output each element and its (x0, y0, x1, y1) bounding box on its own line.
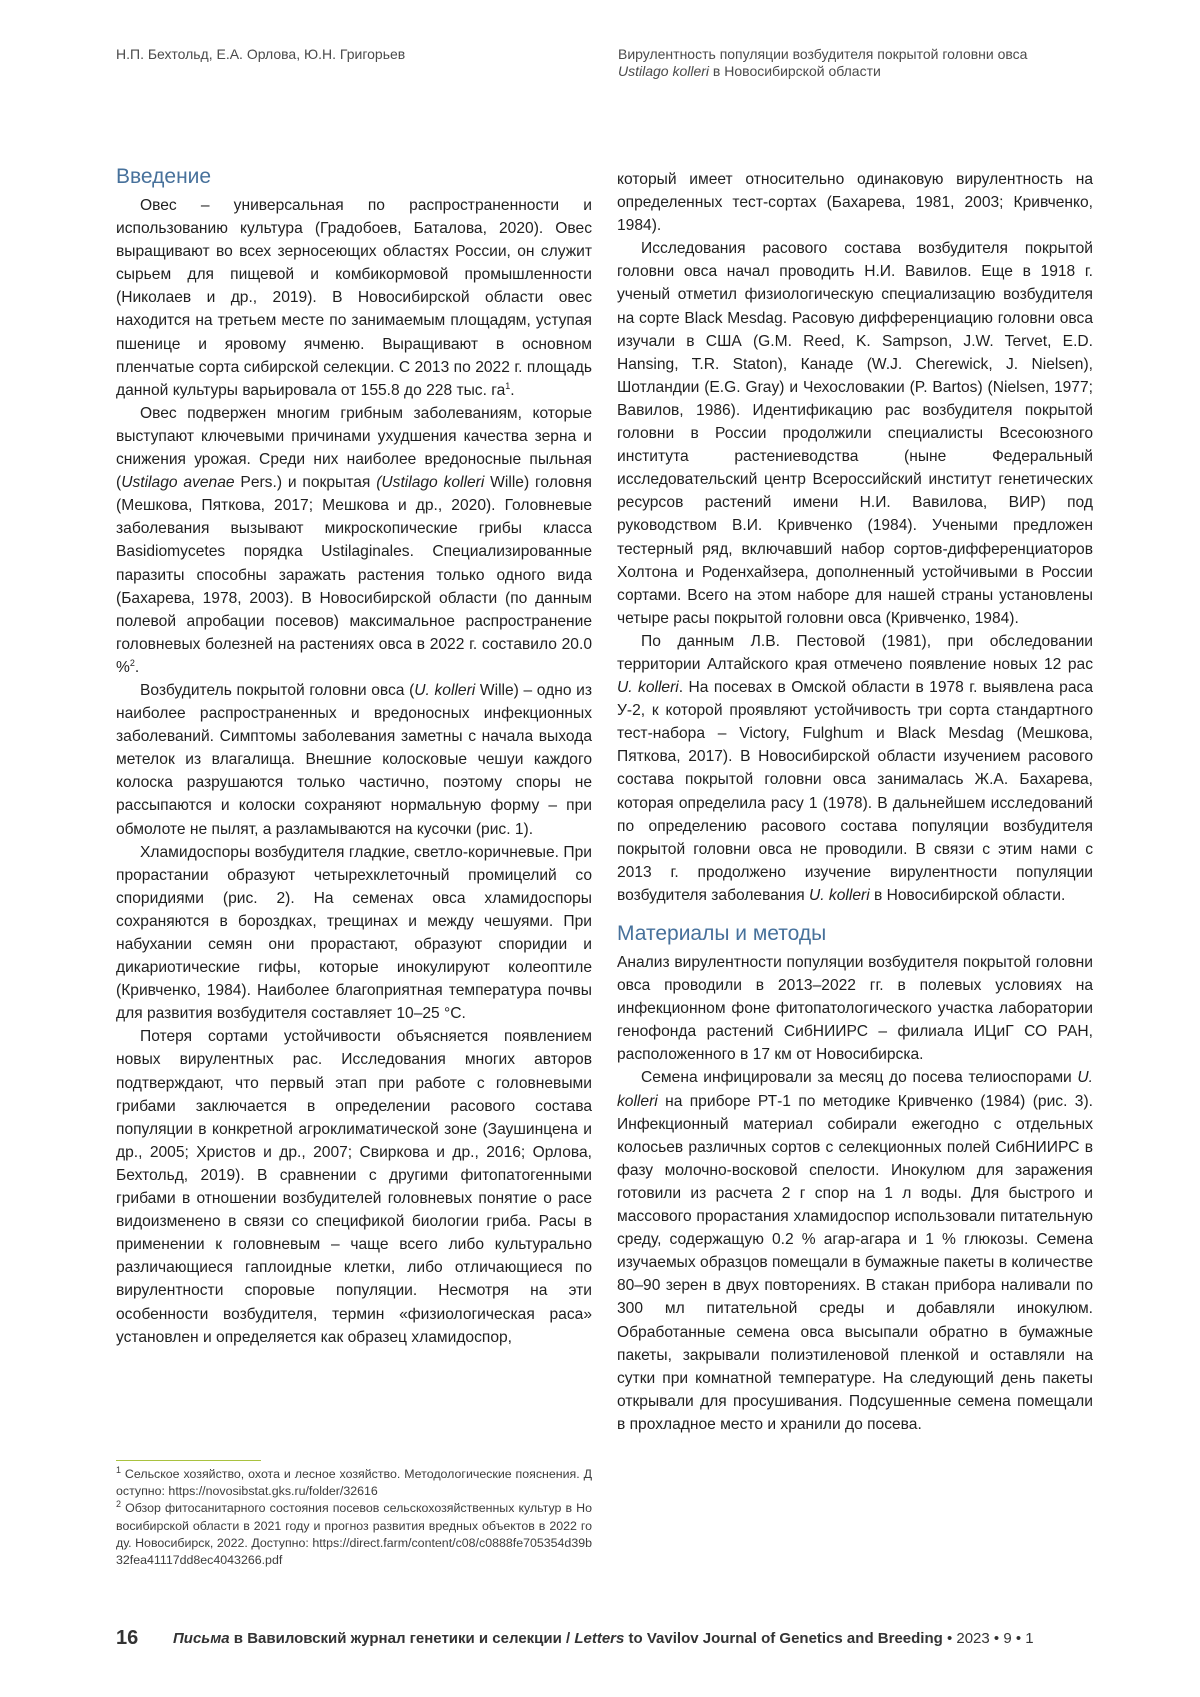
footnote-divider (116, 1460, 261, 1461)
running-header-authors: Н.П. Бехтольд, Е.А. Орлова, Ю.Н. Григорьев (116, 46, 406, 62)
paragraph: который имеет относительно одинаковую вирулентность на определенных тест-сортах (Бахарева, 1981, 2003; Кривченко, 1984). (617, 171, 1093, 235)
section-heading-methods: Материалы и методы (617, 922, 827, 945)
paragraph-text: Wille) головня (Мешкова, Пяткова, 2017; Мешкова и др., 2020). Головневые заболевания вызывают микроскопические грибы класса Basidiomycetes порядка Ustilaginales. Специализированные паразиты способны заражать растения только одного вида (Бахарева, 1978, 2003). В Новосибирской области (по данным полевой апробации посевов) максимальное распространение головневых болезней на растениях овса в 2022 г. составило 20.0 % (116, 474, 592, 676)
page-number: 16 (116, 1627, 139, 1649)
footnote-number: 2 (116, 1499, 122, 1510)
paragraph-text: По данным Л.В. Пестовой (1981), при обследовании территории Алтайского края отмечено появление новых 12 рас (617, 632, 1093, 673)
paragraph-text: Wille) – одно из наиболее распространенных и вредоносных инфекционных заболеваний. Симптомы заболевания заметны с начала выхода метелок из влагалища. Внешние колосковые чешуи каждого колоска разрушаются только частично, поэтому споры не рассыпаются и колоски сохраняют нормальную форму – при обмолоте не пылят, а разламываются на кусочки (рис. 1). (116, 681, 593, 838)
paragraph (617, 1066, 1093, 1436)
species-name: U. kolleri (809, 886, 870, 904)
species-name: U. kolleri (414, 681, 476, 699)
footnote-text: Обзор фитосанитарного состояния посевов сельскохозяйственных культур в Новосибирской области в 2021 году и прогноз развития вредных объектов в 2022 году. Новосибирск, 2022. Доступно: https://direct.farm/content/c08/c0888fe705354d39b32fea41117dd8ec4043266.pdf (116, 1501, 592, 1568)
paragraph: Анализ вирулентности популяции возбудителя покрытой головни овса проводили в 2013–2022 гг. в полевых условиях на инфекционном фоне фитопатологического участка лаборатории генофонда растений СибНИИРС – филиала ИЦиГ СО РАН, расположенного в 17 км от Новосибирска. (617, 954, 1093, 1064)
journal-title (173, 1630, 1034, 1647)
paragraph: Исследования расового состава возбудителя покрытой головни овса начал проводить Н.И. Вавилов. Еще в 1918 г. ученый отметил физиологическую специализацию возбудителя на сорте Black Mesdag. Расовую дифференциацию головни овса изучали в США (G.M. Reed, K. Sampson, J.W. Tervet, E.D. Hansing, T.R. Staton), Канаде (W.J. Cherewick, J. Nielsen), Шотландии (E.G. Gray) и Чехословакии (P. Bartos) (Nielsen, 1977; Вавилов, 1986). Идентификацию рас возбудителя покрытой головни в России продолжили специалисты Всесоюзного института растениеводства (ныне Федеральный исследовательский центр Всероссийский институт генетических ресурсов растений имени Н.И. Вавилова, ВИР) под руководством В.И. Кривченко (1984). Учеными предложен тестерный ряд, включавший набор сортов-дифференциаторов Холтона и Роденхайзера, дополненный устойчивыми в России сортами. Всего на этом наборе для нашей страны установлены четыре расы покрытой головни овса (Кривченко, 1984). (617, 240, 1093, 627)
paragraph (116, 679, 592, 841)
paragraph-text: . На посевах в Омской области в 1978 г. выявлена раса У-2, к которой проявляют устойчивость три сорта стандартного тест-набора – Victory, Fulghum и Black Mesdag (Мешкова, Пяткова, 2017). В Новосибирской области изучением расового состава покрытой головни овса занималась Ж.А. Бахарева, которая определила расу 1 (1978). В дальнейшем исследований по определению расового состава популяции возбудителя покрытой головни овса не проводили. В связи с этим нами с 2013 г. продолжено изучение вирулентности популяции возбудителя заболевания (617, 679, 1094, 904)
footnote-ref-1[interactable]: 1 (505, 380, 511, 391)
journal-title-en-italic: Letters (574, 1630, 625, 1647)
journal-title-ru-italic: Письма (173, 1630, 230, 1647)
right-column (617, 168, 1093, 1436)
paragraph (116, 194, 592, 402)
paragraph (116, 402, 592, 679)
paragraph-text: в Новосибирской области. (869, 886, 1066, 904)
species-name: Ustilago kolleri (618, 63, 710, 79)
running-header-title-line1: Вирулентность популяции возбудителя покрытой головни овса (618, 46, 1028, 62)
species-name: U. kolleri (617, 1069, 1093, 1110)
paragraph: Хламидоспоры возбудителя гладкие, светло-коричневые. При прорастании образуют четырехклеточный промицелий со споридиями (рис. 2). На семенах овса хламидоспоры сохраняются в бороздках, трещинах и между чешуями. При набухании семян они прорастают, образуют споридии и дикариотические гифы, которые инокулируют колеоптиле (Кривченко, 1984). Наиболее благоприятная температура почвы для развития возбудителя составляет 10–25 °С. (116, 843, 592, 1023)
running-header-title-line2 (618, 63, 1118, 80)
species-name: U. kolleri (617, 679, 679, 697)
footnote-number: 1 (116, 1464, 122, 1475)
paragraph-text: Семена инфицировали за месяц до посева телиоспорами (641, 1069, 1078, 1087)
paragraph-text: Овес подвержен многим грибным заболеваниям, которые выступают ключевыми причинами ухудшения качества зерна и снижения урожая. Среди них наиболее вредоносные пыльная ( (116, 404, 592, 492)
section-heading-introduction: Введение (116, 165, 212, 188)
paragraph (617, 630, 1093, 907)
footnotes (116, 1466, 592, 1569)
paragraph-end: . (134, 658, 140, 676)
paragraph-end: . (510, 381, 515, 399)
paragraph: Потеря сортами устойчивости объясняется появлением новых вирулентных рас. Исследования многих авторов подтверждают, что первый этап при работе с головневыми грибами заключается в определении расового состава популяции в конкретной агроклиматической зоне (Заушинцена и др., 2005; Христов и др., 2007; Свиркова и др., 2016; Орлова, Бехтольд, 2019). В сравнении с другими фитопатогенными грибами в отношении возбудителей головневых понятие о расе видоизменено в связи со спецификой биологии гриба. Расы в применении к головневым – чаще всего либо культурально различающиеся гаплоидные клетки, либо отличающиеся по вирулентности споровые популяции. Несмотря на эти особенности возбудителя, термин «физиологическая раса» установлен и определяется как образец хламидоспор, (116, 1028, 592, 1346)
species-name: Ustilago avenae (121, 474, 235, 492)
journal-title-ru: в Вавиловский журнал генетики и селекции / (229, 1630, 575, 1647)
journal-issue: • 2023 • 9 • 1 (942, 1630, 1034, 1647)
footnote-ref-2[interactable]: 2 (129, 657, 135, 668)
journal-title-en: to Vavilov Journal of Genetics and Breeding (624, 1630, 943, 1647)
paragraph-text: Pers.) и покрытая (234, 474, 377, 492)
footnote-1 (116, 1466, 592, 1500)
species-name: (Ustilago kolleri (376, 474, 485, 492)
paragraph-text: Возбудитель покрытой головни овса ( (140, 681, 415, 699)
running-header-region: в Новосибирской области (709, 63, 881, 79)
paragraph-text: на приборе РТ-1 по методике Кривченко (1984) (рис. 3). Инфекционный материал собирали ежегодно с отдельных колосьев различных сортов с селекционных полей СибНИИРС в фазу молочно-восковой спелости. Инокулюм для заражения готовили из расчета 2 г спор на 1 л воды. Для быстрого и массового прорастания хламидоспор использовали питательную среду, содержащую 0.2 % агар-агара и 1 % глюкозы. Семена изучаемых образцов помещали в бумажные пакеты в количестве 80–90 зерен в двух повторениях. В стакан прибора наливали по 300 мл питательной среды и добавляли инокулюм. Обработанные семена овса высыпали обратно в бумажные пакеты, закрывали полиэтиленовой пленкой и оставляли на сутки при комнатной температуре. На следующий день пакеты открывали для просушивания. Подсушенные семена помещали в прохладное место и хранили до посева. (617, 1092, 1093, 1433)
footnote-2 (116, 1500, 592, 1569)
footnote-text: Сельское хозяйство, охота и лесное хозяйство. Методологические пояснения. Доступно: https://novosibstat.gks.ru/folder/32616 (116, 1467, 592, 1499)
paragraph-text: Овес – универсальная по распространенности и использованию культура (Градобоев, Баталова, 2020). Овес выращивают во всех зерносеющих областях России, он служит сырьем для пищевой и комбикормовой промышленности (Николаев и др., 2019). В Новосибирской области овес находится на третьем месте по занимаемым площадям, уступая пшенице и яровому ячменю. Выращивают в основном пленчатые сорта сибирской селекции. С 2013 по 2022 г. площадь данной культуры варьировала от 155.8 до 228 тыс. га (116, 197, 592, 399)
running-header-title (618, 46, 1118, 80)
left-column (116, 164, 592, 1349)
